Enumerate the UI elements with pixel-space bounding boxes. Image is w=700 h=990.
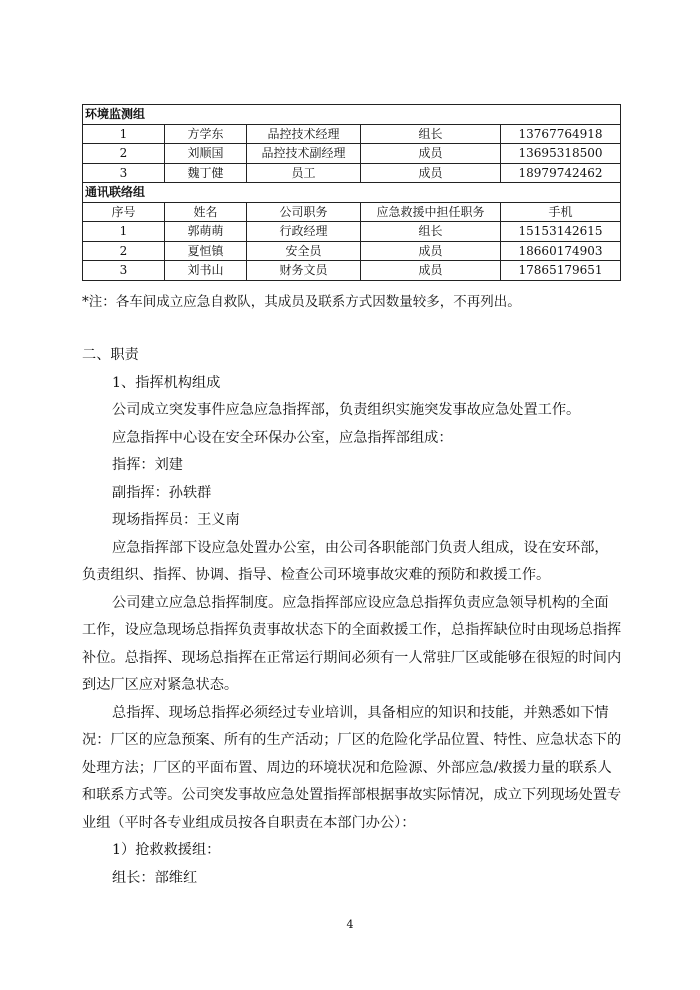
table-cell: 组长: [361, 124, 501, 144]
table-row: [83, 261, 621, 281]
column-header: 姓名: [165, 202, 247, 222]
section-heading: 二、职责: [82, 347, 139, 363]
group-title-env: 环境监测组: [83, 105, 621, 125]
table-row: [83, 163, 621, 183]
table-cell: 品控技术经理: [247, 124, 361, 144]
table-cell: 2: [83, 241, 165, 261]
group-title-comm: 通讯联络组: [83, 183, 621, 203]
table-cell: 夏恒镇: [165, 241, 247, 261]
paragraph: 现场指挥员：王义南: [112, 512, 240, 528]
table-row: [83, 222, 621, 242]
table-cell: 13767764918: [501, 124, 621, 144]
table-row: [83, 241, 621, 261]
paragraph: 总指挥、现场总指挥必须经过专业培训，具备相应的知识和技能，并熟悉如下情况：厂区的应急预案、所有的生产活动；厂区的危险化学品位置、特性、应急状态下的处理方法；厂区的平面布置、周边的环境状况和危险源、外部应急/救援力量的联系人和联系方式等。公司突发事故应急处置指挥部根据事故实际情况，成立下列现场处置专业组（平时各专业组成员按各自职责在本部门办公）：: [82, 704, 622, 831]
table-cell: 3: [83, 261, 165, 281]
table-cell: 成员: [361, 261, 501, 281]
paragraph: 应急指挥中心设在安全环保办公室，应急指挥部组成：: [112, 429, 453, 446]
paragraph: 指挥：刘建: [112, 457, 183, 473]
table-cell: 刘顺国: [165, 144, 247, 164]
table-header-row: [83, 202, 621, 222]
table-cell: 品控技术副经理: [247, 144, 361, 164]
paragraph: 组长：部维红: [112, 869, 198, 886]
table-cell: 3: [83, 163, 165, 183]
table-cell: 财务文员: [247, 261, 361, 281]
table-cell: 17865179651: [501, 261, 621, 281]
table-cell: 魏丁健: [165, 163, 247, 183]
contact-table: [82, 104, 621, 281]
paragraph: 副指挥：孙轶群: [112, 484, 212, 501]
table-cell: 成员: [361, 163, 501, 183]
table-cell: 员工: [247, 163, 361, 183]
table-footnote: *注：各车间成立应急自救队，其成员及联系方式因数量较多，不再列出。: [82, 294, 521, 310]
table-cell: 18660174903: [501, 241, 621, 261]
table-cell: 18979742462: [501, 163, 621, 183]
table-cell: 成员: [361, 241, 501, 261]
duties-section: [82, 342, 622, 892]
table-cell: 刘书山: [165, 261, 247, 281]
table-row: [83, 124, 621, 144]
table-cell: 安全员: [247, 241, 361, 261]
table-cell: 行政经理: [247, 222, 361, 242]
table-cell: 方学东: [165, 124, 247, 144]
group-title-row: [83, 105, 621, 125]
page-number: 4: [346, 918, 354, 931]
column-header: 手机: [501, 202, 621, 222]
group-title-row: [83, 183, 621, 203]
paragraph: 公司成立突发事件应急应急指挥部，负责组织实施突发事故应急处置工作。: [112, 402, 581, 418]
subsection-heading: 1、指挥机构组成: [112, 374, 221, 391]
table-row: [83, 144, 621, 164]
column-header: 序号: [83, 202, 165, 222]
table-cell: 15153142615: [501, 222, 621, 242]
table-cell: 1: [83, 222, 165, 242]
paragraph: 公司建立应急总指挥制度。应急指挥部应设应急总指挥负责应急领导机构的全面工作，设应急现场总指挥负责事故状态下的全面救援工作，总指挥缺位时由现场总指挥补位。总指挥、现场总指挥在正常运行期间必须有一人常驻厂区或能够在很短的时间内到达厂区应对紧急状态。: [82, 594, 622, 693]
table-cell: 2: [83, 144, 165, 164]
paragraph: 应急指挥部下设应急处置办公室，由公司各职能部门负责人组成，设在安环部，负责组织、指挥、协调、指导、检查公司环境事故灾难的预防和救援工作。: [82, 539, 609, 583]
table-cell: 郭萌萌: [165, 222, 247, 242]
table-cell: 成员: [361, 144, 501, 164]
table-cell: 1: [83, 124, 165, 144]
column-header: 应急救援中担任职务: [361, 202, 501, 222]
column-header: 公司职务: [247, 202, 361, 222]
subsection-heading: 1）抢救救援组：: [112, 842, 221, 858]
table-cell: 组长: [361, 222, 501, 242]
table-cell: 13695318500: [501, 144, 621, 164]
